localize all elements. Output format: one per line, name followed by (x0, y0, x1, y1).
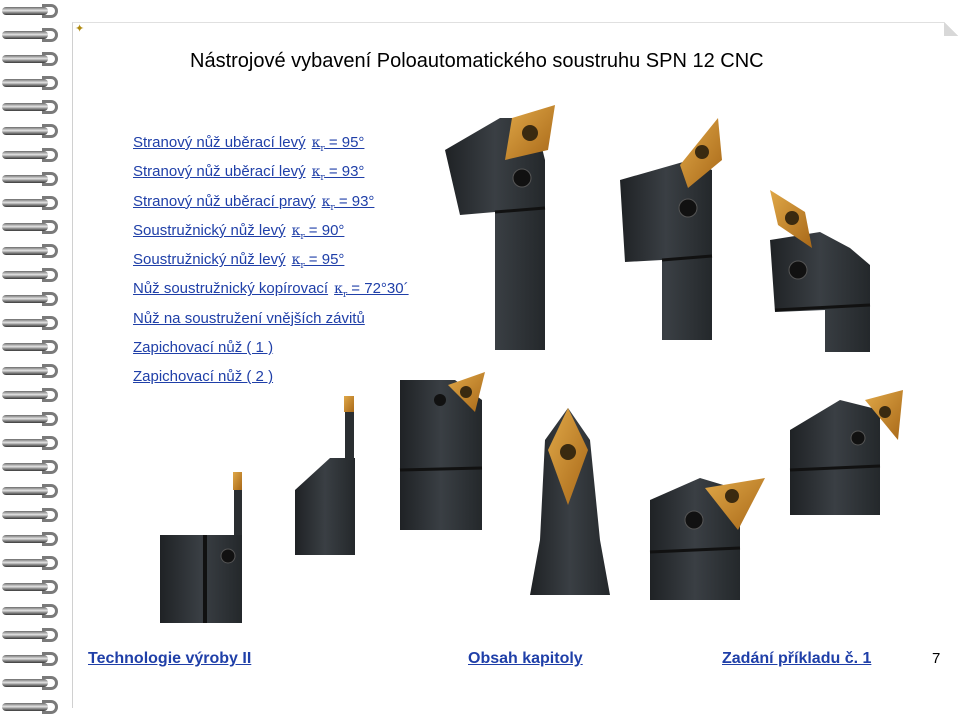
tool-link-1[interactable]: Stranový nůž uběrací levý $\kappa_r = 95^\circ$ (133, 134, 365, 154)
tool-image-3 (770, 190, 870, 352)
tool-link-8[interactable]: Zapichovací nůž ( 1 ) (133, 339, 274, 357)
tool-image-6 (400, 372, 485, 530)
footer-link-course[interactable]: Technologie výroby II (88, 650, 252, 667)
tool-link-6[interactable]: Nůž soustružnický kopírovací $\kappa_r$ = 72°30´ (133, 280, 409, 301)
tool-image-2 (620, 118, 722, 340)
tool-link-3[interactable]: Stranový nůž uběrací pravý $\kappa_r = 93^\circ$ (133, 192, 375, 213)
tool-image-4 (160, 472, 242, 623)
corner-pin-icon: ✦ (75, 23, 85, 35)
page-title: Nástrojové vybavení Poloautomatického soustruhu SPN 12 CNC (190, 50, 764, 72)
tool-image-9 (790, 390, 903, 515)
tool-link-9[interactable]: Zapichovací nůž ( 2 ) (133, 368, 274, 386)
tool-image-7 (530, 408, 610, 595)
tool-link-5[interactable]: Soustružnický nůž levý $\kappa_r = 95^\circ$ (133, 251, 345, 271)
tool-image-1 (445, 105, 555, 350)
tool-image-8 (650, 478, 765, 600)
footer-link-assignment[interactable]: Zadání příkladu č. 1 (722, 650, 872, 667)
footer-link-contents[interactable]: Obsah kapitoly (468, 650, 583, 667)
tool-link-4[interactable]: Soustružnický nůž levý $\kappa_r = 90^\circ$ (133, 221, 345, 242)
tool-image-5 (295, 396, 355, 555)
tool-link-7[interactable]: Nůž na soustružení vnějších závitů (133, 309, 365, 327)
tool-link-2[interactable]: Stranový nůž uběrací levý $\kappa_r = 93^\circ$ (133, 163, 365, 184)
page-number: 7 (932, 650, 941, 667)
